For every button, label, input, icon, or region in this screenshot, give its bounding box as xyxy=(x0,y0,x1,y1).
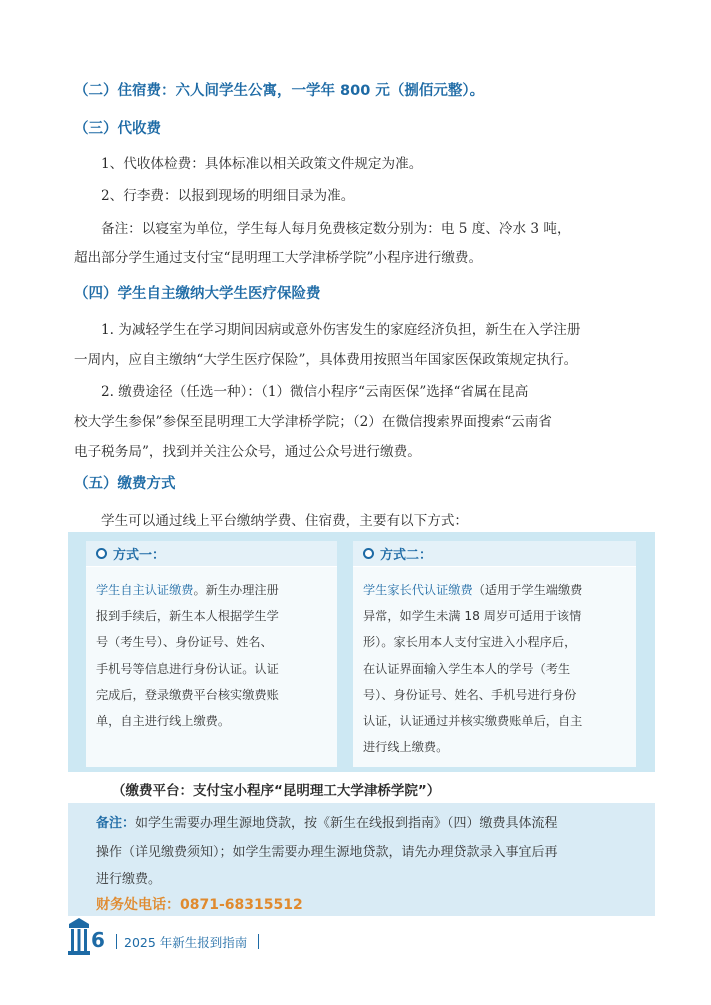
method-one-line: 手机号等信息进行身份认证。认证 xyxy=(96,661,279,676)
method-two-line: 进行线上缴费。 xyxy=(363,740,449,755)
insurance-para1-line1: 1. 为减轻学生在学习期间因病或意外伤害发生的家庭经济负担，新生在入学注册 xyxy=(101,322,581,338)
method-two-line: 形）。家长用本人支付宝进入小程序后， xyxy=(363,635,577,650)
method-two-card xyxy=(353,541,636,767)
section-heading-collection-fees: （三）代收费 xyxy=(74,121,161,137)
bullet-circle-icon xyxy=(96,548,107,559)
loan-note-line-3: 进行缴费。 xyxy=(96,872,162,887)
insurance-para1-line2: 一周内，应自主缴纳“大学生医疗保险”，具体费用按照当年国家医保政策规定执行。 xyxy=(74,352,578,368)
collection-item-physical-exam: 1、代收体检费：具体标准以相关政策文件规定为准。 xyxy=(101,156,423,172)
collection-note-line-2: 超出部分学生通过支付宝“昆明理工大学津桥学院”小程序进行缴费。 xyxy=(74,250,483,266)
footer-divider xyxy=(258,934,259,949)
loan-note-line-1: 备注：如学生需要办理生源地贷款，按《新生在线报到指南》（四）缴费具体流程 xyxy=(96,816,558,831)
method-two-highlight: 学生家长代认证缴费 xyxy=(363,583,473,597)
note-label: 备注： xyxy=(96,816,136,831)
collection-note-line-1: 备注：以寝室为单位，学生每人每月免费核定数分别为：电 5 度、冷水 3 吨， xyxy=(101,221,571,237)
loan-note-line-2: 操作（详见缴费须知）；如学生需要办理生源地贷款，请先办理贷款录入事宜后再 xyxy=(96,845,558,860)
payment-intro: 学生可以通过线上平台缴纳学费、住宿费，主要有以下方式： xyxy=(101,513,469,529)
method-one-card xyxy=(86,541,337,767)
method-one-line: 学生自主认证缴费。新生办理注册 xyxy=(96,583,279,597)
method-one-line: 号（考生号）、身份证号、姓名、 xyxy=(96,635,273,650)
method-one-line: 报到手续后，新生本人根据学生学 xyxy=(96,609,279,624)
method-one-title: 方式一： xyxy=(113,548,166,563)
insurance-para2-line1: 2. 缴费途径（任选一种）：（1）微信小程序“云南医保”选择“省属在昆高 xyxy=(101,384,529,400)
finance-office-phone: 财务处电话：0871-68315512 xyxy=(96,897,303,913)
insurance-para2-line3: 电子税务局”，找到并关注公众号，通过公众号进行缴费。 xyxy=(74,444,421,460)
section-heading-medical-insurance: （四）学生自主缴纳大学生医疗保险费 xyxy=(74,286,321,302)
payment-platform-note: （缴费平台：支付宝小程序“昆明理工大学津桥学院”） xyxy=(112,783,441,799)
method-two-line: 学生家长代认证缴费（适用于学生端缴费 xyxy=(363,583,583,597)
method-two-header xyxy=(353,541,636,567)
insurance-para2-line2: 校大学生参保”参保至昆明理工大学津桥学院；（2）在微信搜索界面搜索“云南省 xyxy=(74,414,552,430)
page-number: 6 xyxy=(91,928,105,952)
method-two-title: 方式二： xyxy=(380,548,433,563)
method-one-body xyxy=(96,577,331,734)
method-two-body xyxy=(363,577,630,760)
bullet-circle-icon xyxy=(363,548,374,559)
method-two-line: 异常，如学生未满 18 周岁可适用于该情 xyxy=(363,609,582,624)
method-two-line: 在认证界面输入学生本人的学号（考生 xyxy=(363,661,571,676)
method-two-line: 认证，认证通过并核实缴费账单后，自主 xyxy=(363,714,583,729)
section-heading-payment-methods: （五）缴费方式 xyxy=(74,476,176,492)
building-pillar-icon xyxy=(68,918,90,956)
collection-item-luggage: 2、行李费：以报到现场的明细目录为准。 xyxy=(101,188,355,204)
footer-divider xyxy=(116,934,117,949)
footer-title: 2025 年新生报到指南 xyxy=(124,935,248,950)
method-one-line: 单，自主进行线上缴费。 xyxy=(96,714,231,729)
method-one-highlight: 学生自主认证缴费 xyxy=(96,583,194,597)
method-two-line: 号）、身份证号、姓名、手机号进行身份 xyxy=(363,687,577,702)
method-one-line: 完成后，登录缴费平台核实缴费账 xyxy=(96,687,279,702)
method-one-header xyxy=(86,541,337,567)
section-heading-accommodation: （二）住宿费：六人间学生公寓，一学年 800 元（捌佰元整）。 xyxy=(74,83,485,99)
